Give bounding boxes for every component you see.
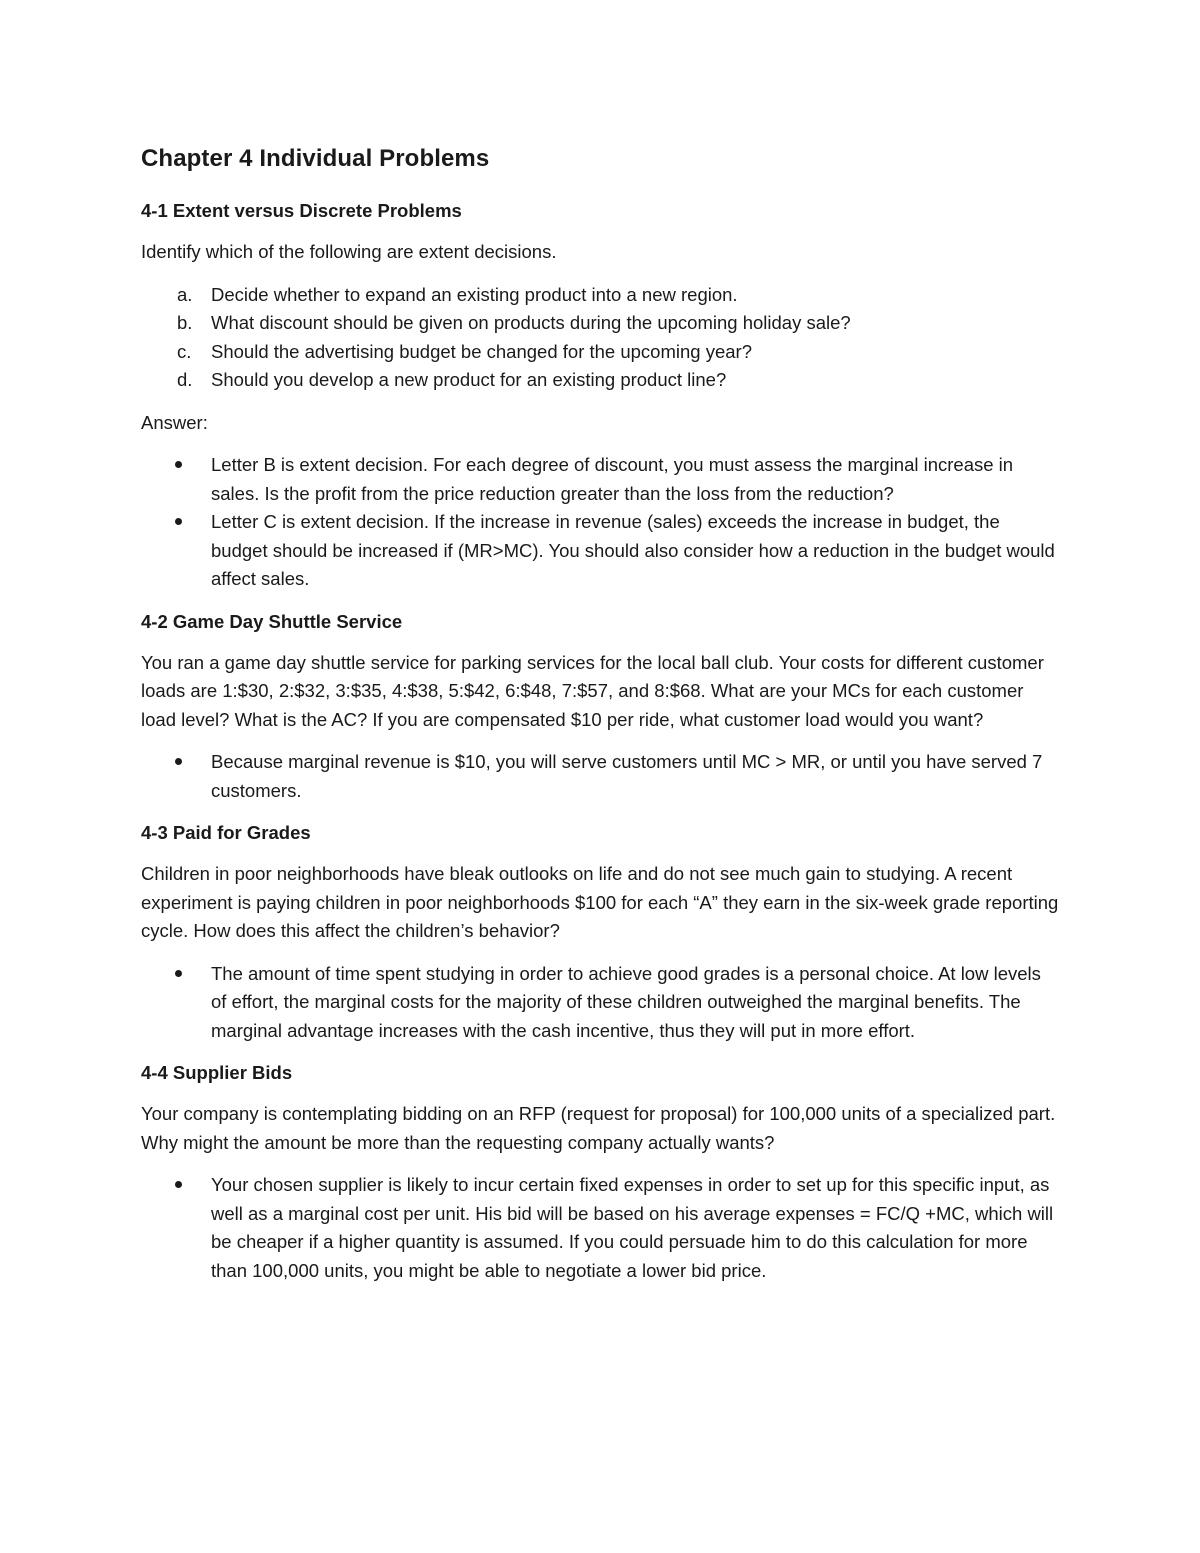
bullet-icon [175,1181,182,1188]
answer-bullets [141,451,1060,594]
bullet-text: The amount of time spent studying in order to achieve good grades is a personal choice. At low levels of effort, the marginal costs for the majority of these children outweighed the marginal benefits. The marginal advantage increases with the cash incentive, thus they will put in more effort. [211,962,1041,1041]
list-marker: a. [177,283,193,305]
section-heading: 4-2 Game Day Shuttle Service [141,610,403,632]
list-item [141,366,1060,395]
section-heading: 4-4 Supplier Bids [141,1062,293,1083]
bullet-text: Because marginal revenue is $10, you will serve customers until MC > MR, or until you have served 7 customers. [211,751,1043,801]
bullet-item [141,960,1060,1046]
list-marker: c. [177,340,192,362]
list-marker: d. [177,369,193,390]
bullet-icon [175,970,182,977]
answer-label: Answer: [141,411,208,433]
page-title: Chapter 4 Individual Problems [141,145,490,172]
list-item [141,281,1060,310]
list-item-text: Should you develop a new product for an existing product line? [211,369,727,390]
list-marker: b. [177,312,193,333]
answer-bullets [141,960,1060,1046]
bullet-icon [175,758,182,765]
section-prompt: Children in poor neighborhoods have bleak outlooks on life and do not see much gain to studying. A recent experiment is paying children in poor neighborhoods $100 for each “A” they earn in the six-week grade reporting cycle. How does this affect the children’s behavior? [141,863,1059,941]
section-4-4 [141,1059,1060,1285]
bullet-item [141,748,1060,805]
bullet-icon [175,461,182,468]
bullet-item [141,1171,1060,1285]
bullet-text: Letter B is extent decision. For each degree of discount, you must assess the marginal increase in sales. Is the profit from the price reduction greater than the loss from the reduction? [211,454,1014,504]
list-item [141,309,1060,338]
section-prompt: Your company is contemplating bidding on an RFP (request for proposal) for 100,000 units of a specialized part. Why might the amount be more than the requesting company actually wants? [141,1103,1056,1153]
section-4-2 [141,608,1060,806]
section-4-3 [141,819,1060,1045]
answer-bullets [141,1171,1060,1285]
bullet-text: Letter C is extent decision. If the increase in revenue (sales) exceeds the increase in budget, the budget should be increased if (MR>MC). You should also consider how a reduction in the budget would affect sales. [211,511,1055,589]
answer-bullets [141,748,1060,805]
list-item-text: Decide whether to expand an existing product into a new region. [211,283,738,305]
section-heading: 4-3 Paid for Grades [141,822,311,843]
section-prompt: You ran a game day shuttle service for parking services for the local ball club. Your costs for different customer loads are 1:$30, 2:$32, 3:$35, 4:$38, 5:$42, 6:$48, 7:$57, and 8:$68. What are your MCs for each customer load level? What is the AC? If you are compensated $10 per ride, what customer load would you want? [141,651,1044,730]
bullet-item [141,451,1060,508]
section-heading: 4-1 Extent versus Discrete Problems [141,200,462,221]
section-4-1 [141,197,1060,594]
section-prompt: Identify which of the following are extent decisions. [141,241,557,262]
options-list [141,281,1060,395]
list-item-text: What discount should be given on products during the upcoming holiday sale? [211,312,851,333]
bullet-icon [175,518,182,525]
list-item [141,338,1060,367]
bullet-text: Your chosen supplier is likely to incur certain fixed expenses in order to set up for this specific input, as well as a marginal cost per unit. His bid will be based on his average expenses = FC/Q +MC, which will be cheaper if a higher quantity is assumed. If you could persuade him to do this calculation for more than 100,000 units, you might be able to negotiate a lower bid price. [211,1174,1054,1281]
list-item-text: Should the advertising budget be changed for the upcoming year? [211,340,752,362]
bullet-item [141,508,1060,594]
